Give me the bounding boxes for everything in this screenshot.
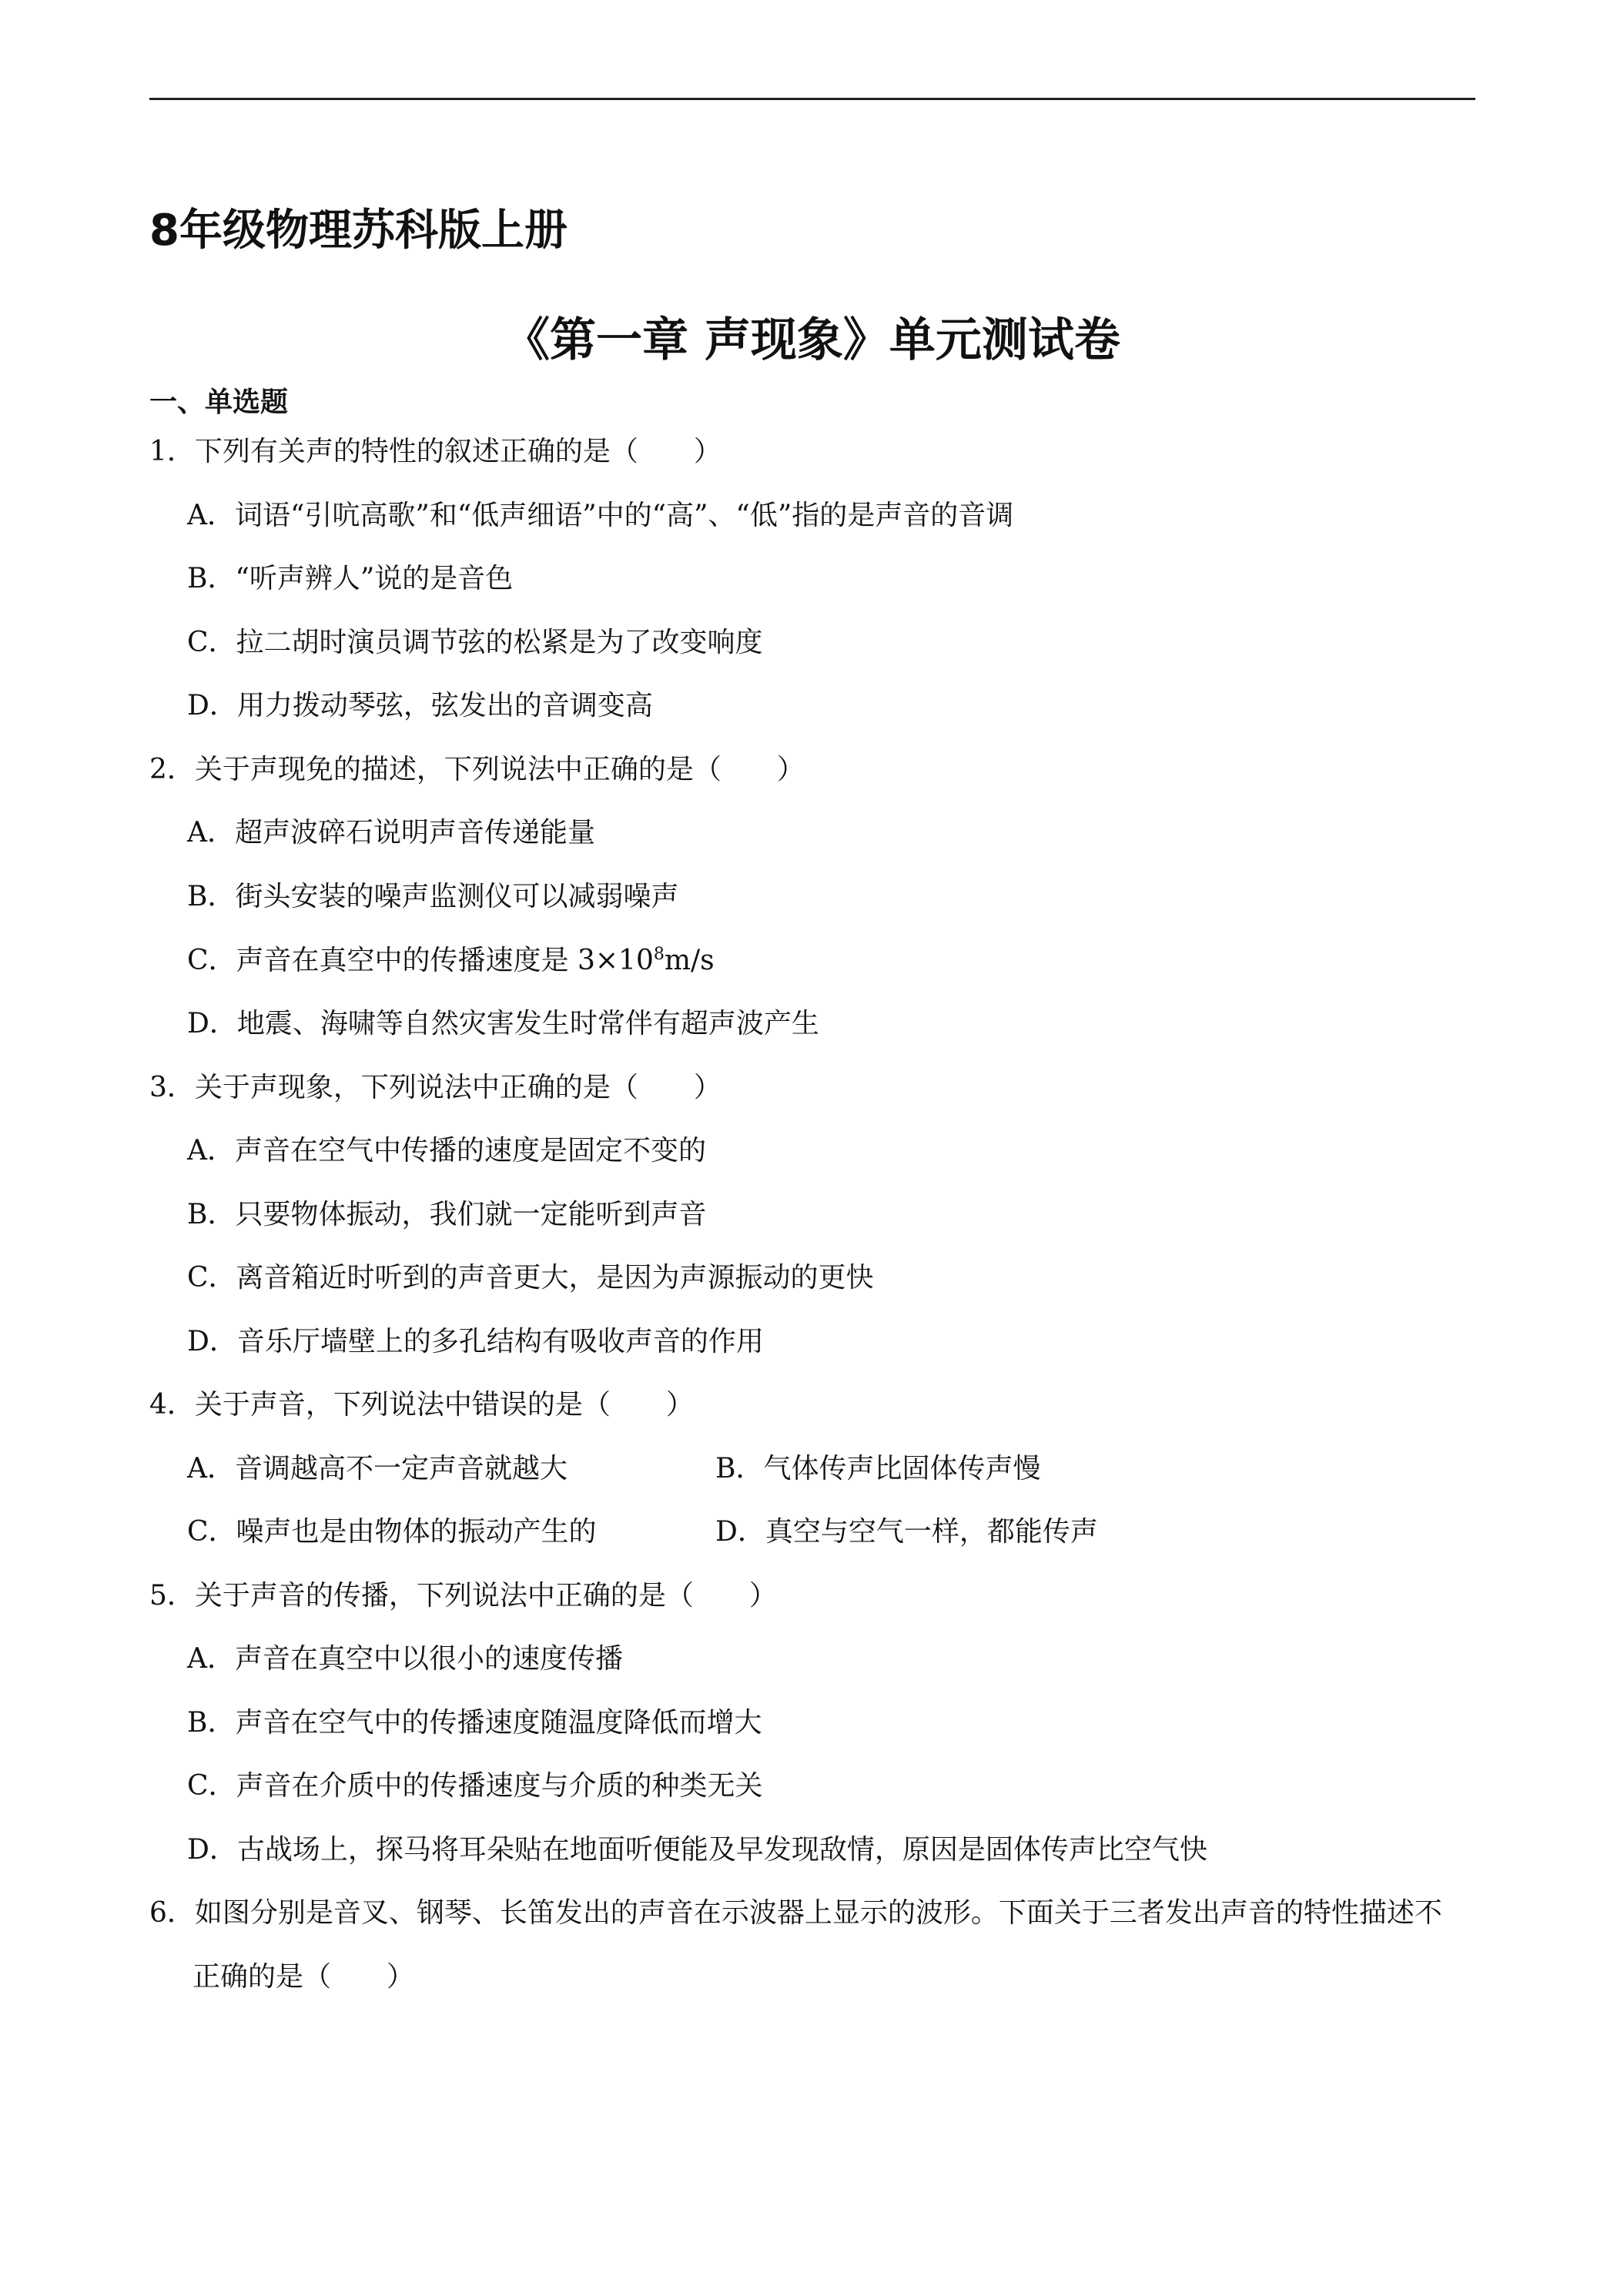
question-6-stem: 6．如图分别是音叉、钢琴、长笛发出的声音在示波器上显示的波形。下面关于三者发出声音的特性描述不 (149, 1897, 1442, 1929)
question-5-stem: 5．关于声音的传播，下列说法中正确的是（ ） (149, 1580, 777, 1612)
question-3-option-a: A．声音在空气中传播的速度是固定不变的 (187, 1135, 706, 1166)
question-3-option-c: C．离音箱近时听到的声音更大，是因为声源振动的更快 (187, 1262, 874, 1294)
question-2-option-a: A．超声波碎石说明声音传递能量 (187, 817, 595, 848)
document-subtitle: 《第一章 声现象》单元测试卷 (504, 313, 1120, 367)
question-1-option-a: A．词语“引吭高歌”和“低声细语”中的“高”、“低”指的是声音的音调 (187, 500, 1014, 531)
question-3-option-d: D．音乐厅墙壁上的多孔结构有吸收声音的作用 (187, 1326, 764, 1357)
question-4-option-d: D．真空与空气一样，都能传声 (715, 1516, 1098, 1548)
question-1-option-c: C．拉二胡时演员调节弦的松紧是为了改变响度 (187, 627, 763, 658)
question-4-option-a: A．音调越高不一定声音就越大 (187, 1453, 568, 1484)
question-4-stem: 4．关于声音，下列说法中错误的是（ ） (149, 1389, 694, 1421)
question-3-stem: 3．关于声现象，下列说法中正确的是（ ） (149, 1072, 722, 1103)
section-heading: 一、单选题 (149, 387, 289, 418)
question-4-option-c: C．噪声也是由物体的振动产生的 (187, 1516, 597, 1548)
question-5-option-a: A．声音在真空中以很小的速度传播 (187, 1643, 623, 1675)
question-4-option-b: B．气体传声比固体传声慢 (715, 1453, 1041, 1484)
question-5-option-c: C．声音在介质中的传播速度与介质的种类无关 (187, 1770, 763, 1802)
document-title: 8年级物理苏科版上册 (149, 206, 568, 256)
question-1-option-b: B．“听声辨人”说的是音色 (187, 563, 514, 594)
question-2-option-c-exponent: 8 (653, 945, 665, 964)
question-6-stem-continued: 正确的是（ ） (193, 1961, 415, 1993)
question-2-stem: 2．关于声现免的描述，下列说法中正确的是（ ） (149, 754, 805, 785)
question-2-option-c-unit: m/s (664, 945, 715, 976)
question-2-option-c (187, 944, 715, 978)
question-2-option-b: B．街头安装的噪声监测仪可以减弱噪声 (187, 881, 679, 912)
question-3-option-b: B．只要物体振动，我们就一定能听到声音 (187, 1199, 707, 1230)
header-rule (149, 98, 1475, 100)
question-2-option-d: D．地震、海啸等自然灾害发生时常伴有超声波产生 (187, 1008, 819, 1039)
question-1-option-d: D．用力拨动琴弦，弦发出的音调变高 (187, 690, 653, 721)
question-1-stem: 1．下列有关声的特性的叙述正确的是（ ） (149, 436, 722, 467)
question-5-option-b: B．声音在空气中的传播速度随温度降低而增大 (187, 1707, 762, 1739)
question-5-option-d: D．古战场上，探马将耳朵贴在地面听便能及早发现敌情，原因是固体传声比空气快 (187, 1834, 1207, 1866)
question-2-option-c-text: C．声音在真空中的传播速度是 3×10 (187, 945, 654, 976)
